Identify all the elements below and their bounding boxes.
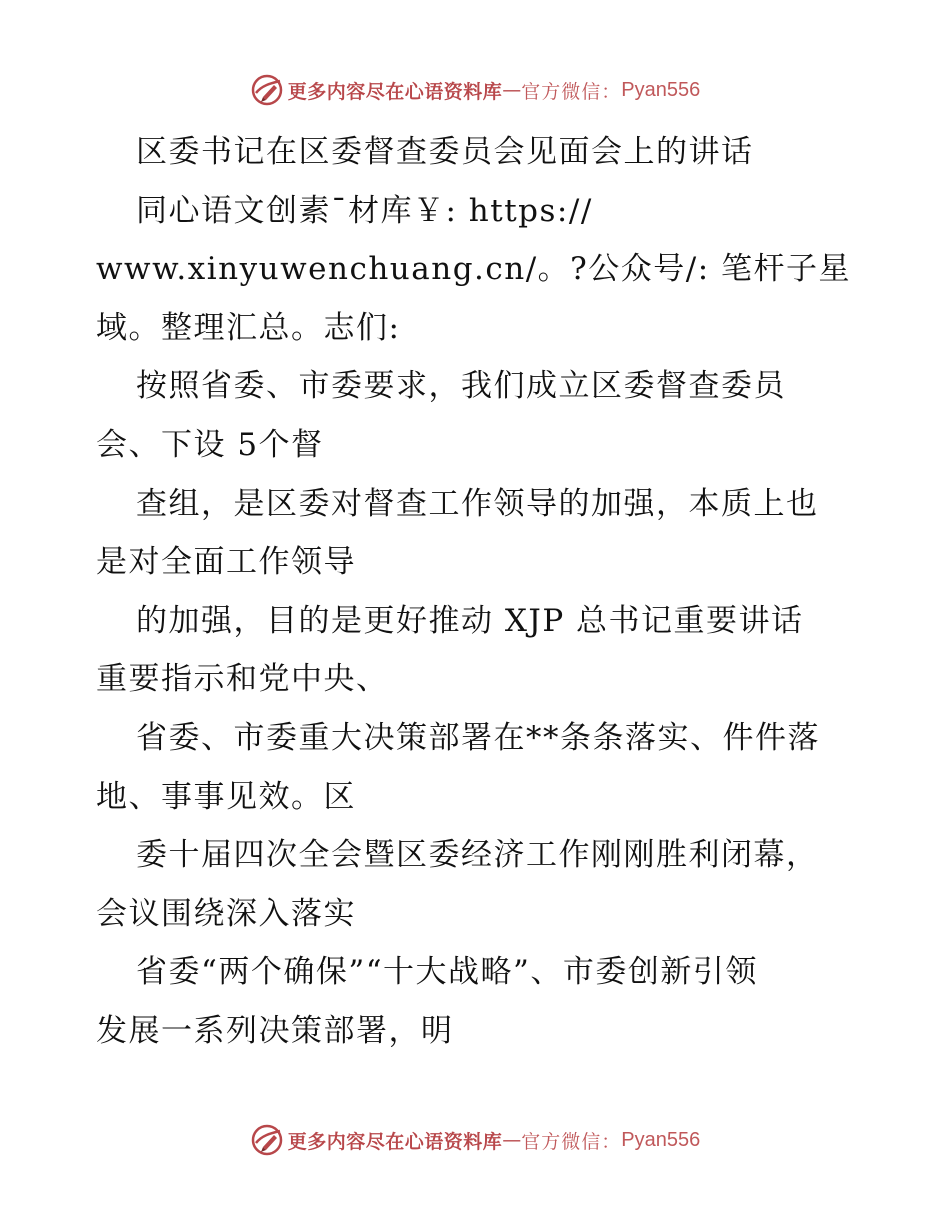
text-line: 按照省委、市委要求，我们成立区委督查委员 bbox=[136, 368, 786, 405]
text-line: 省委、市委重大决策部署在**条条落实、件件落 bbox=[136, 719, 820, 756]
banner-dash: — bbox=[502, 1129, 522, 1151]
banner-wechat-id: Pyan556 bbox=[621, 1128, 701, 1151]
text-line: www.xinyuwenchuang.cn/。?公众号/: 笔杆子星 bbox=[96, 251, 852, 288]
banner-sub-text: 官方微信： bbox=[521, 80, 622, 103]
pen-logo-icon bbox=[250, 1123, 284, 1157]
text-line: 会议围绕深入落实 bbox=[96, 895, 356, 932]
banner-main-text: 更多内容尽在心语资料库 bbox=[287, 1130, 503, 1153]
text-line: 委十届四次全会暨区委经济工作刚刚胜利闭幕， bbox=[136, 837, 819, 874]
text-line: 发展一系列决策部署，明 bbox=[96, 1012, 454, 1049]
text-line: 的加强，目的是更好推动 XJP 总书记重要讲话 bbox=[136, 602, 804, 639]
pen-logo-icon bbox=[250, 73, 284, 107]
banner-wechat-id: Pyan556 bbox=[621, 78, 701, 101]
header-banner bbox=[0, 70, 950, 110]
text-line: 查组，是区委对督查工作领导的加强，本质上也 bbox=[136, 485, 819, 522]
text-line: 区委书记在区委督查委员会见面会上的讲话 bbox=[136, 134, 754, 170]
text-line: 同心语文创素¯材库￥: https:// bbox=[136, 192, 593, 229]
banner-sub-text: 官方微信： bbox=[521, 1130, 622, 1153]
text-line: 是对全面工作领导 bbox=[96, 544, 356, 581]
text-line: 地、事事见效。区 bbox=[96, 778, 356, 815]
text-line: 会、下设 5个督 bbox=[96, 426, 324, 463]
text-line: 省委“两个确保”“十大战略”、市委创新引领 bbox=[136, 954, 758, 991]
text-line: 重要指示和党中央、 bbox=[96, 661, 389, 698]
banner-dash: — bbox=[502, 79, 522, 101]
footer-banner bbox=[0, 1120, 950, 1160]
text-line: 域。整理汇总。志们: bbox=[96, 309, 401, 346]
document-body bbox=[96, 123, 866, 1061]
banner-main-text: 更多内容尽在心语资料库 bbox=[287, 80, 503, 103]
